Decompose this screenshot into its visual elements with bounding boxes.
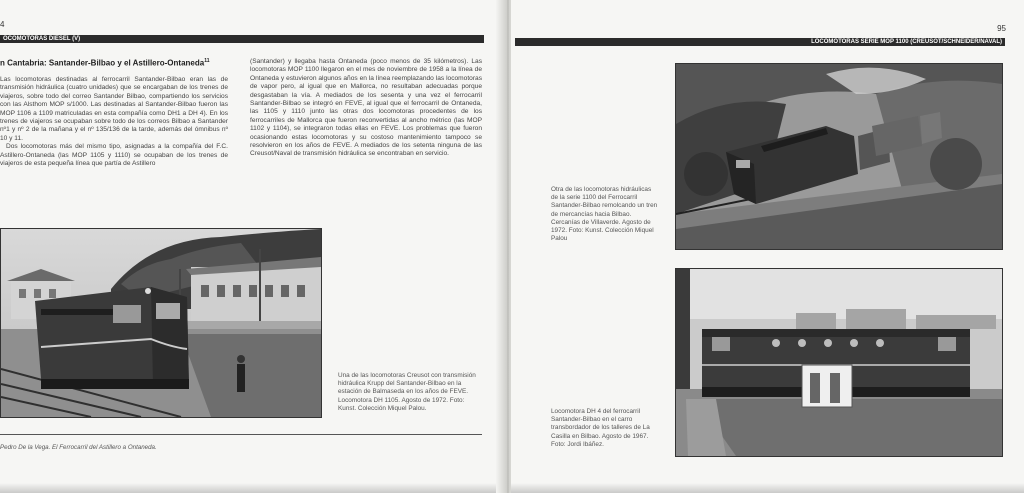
- photo-caption-left: Una de las locomotoras Creusot con transmisión hidráulica Krupp del Santander-Bilbao en la estación de Balmaseda en los años de FEVE. Locomotora DH 1105. Agosto de 1972. Foto: Kunst. Colección Miquel Palou.: [338, 372, 476, 412]
- section-footnote-ref: 11: [204, 58, 210, 64]
- photo-caption-top: Otra de las locomotoras hidráulicas de la serie 1100 del Ferrocarril Santander-Bilbao remolcando un tren de mercancías hacia Bilbao. Cercanías de Villaverde. Agosto de 1972. Foto: Kunst. Colección Miquel Palou: [551, 186, 658, 243]
- photo-balmaseda-station: [0, 228, 322, 418]
- section-title: [0, 58, 209, 68]
- locomotive-station-image: [1, 229, 321, 417]
- footnote: Pedro De la Vega. El Ferrocarril del Astillero a Ontaneda.: [0, 444, 157, 451]
- dh4-locomotive-image: [676, 269, 1002, 456]
- section-title-text: n Cantabria: Santander-Bilbao y el Astillero-Ontaneda: [0, 58, 205, 68]
- page-shadow: [0, 483, 505, 493]
- freight-train-image: [676, 64, 1002, 249]
- left-page: [0, 0, 505, 493]
- paragraph: Dos locomotoras más del mismo tipo, asignadas a la compañía del F.C. Astillero-Ontaneda (las MOP 1105 y 1110) se ocupaban de los trenes de viajeros de esta pequeña línea que partía de Astillero: [0, 143, 228, 168]
- right-page-number: 95: [997, 24, 1006, 33]
- text-column-2: [250, 58, 482, 159]
- left-page-number: 4: [0, 20, 5, 29]
- page-shadow: [511, 483, 1024, 493]
- paragraph: (Santander) y llegaba hasta Ontaneda (poco menos de 35 kilómetros). Las locomotoras MOP 1100 llegaron en el mes de noviembre de 1958 a la línea de Ontaneda y estuvieron algunos años en la línea reemplazando las locomotoras de vapor pero, al igual que en Mallorca, no resultaban adecuadas porque desgastaban la vía. A mediados de los sesenta y una vez el ferrocarril Santander-Bilbao se integró en FEVE, al igual que el ferrocarril de Ontaneda, las 1105 y 1110 junto las otras dos locomotoras procedentes de los ferrocarriles de Mallorca que fueron reconvertidas al ancho métrico (las MOP 1102 y 1104), se integraron todas ellas en FEVE. Los problemas que fueron ocasionando estas locomotoras y su costoso mantenimiento tampoco se resolvieron en los años de FEVE. A mediados de los setenta ninguna de las Creusot/Naval de transmisión hidráulica se encontraban en servicio.: [250, 58, 482, 158]
- footer-rule: [0, 434, 482, 435]
- photo-dh4-transfer: [675, 268, 1003, 457]
- left-running-head: OCOMOTORAS DIESEL (V): [0, 35, 484, 43]
- photo-caption-bottom: Locomotora DH 4 del ferrocarril Santander-Bilbao en el carro transbordador de los talleres de La Casilla en Bilbao. Agosto de 1967. Foto: Jordi Ibáñez.: [551, 408, 650, 448]
- right-running-head: LOCOMOTORAS SERIE MOP 1100 (CREUSOT/SCHNEIDER/NAVAL): [515, 38, 1005, 46]
- text-column-1: [0, 76, 228, 168]
- paragraph: Las locomotoras destinadas al ferrocarril Santander-Bilbao eran las de transmisión hidráulica (cuatro unidades) que se encargaban de los trenes de viajeros, sobre todo del correo Santander Bilbao, compartiendo los servicios con las Alsthom MOP s/1000. Las destinadas al Santander-Bilbao fueron las MOP 1106 a 1109 matriculadas en esta compañía como DH1 a DH 4). En los trenes de viajeros se ocupaban sobre todo de los correos Bilbao a Santander nº1 y nº 2 de la mañana y el nº 135/136 de la tarde, además del ómnibus nº 10 y 11.: [0, 76, 228, 142]
- right-page: [511, 0, 1024, 493]
- photo-freight-train: [675, 63, 1003, 250]
